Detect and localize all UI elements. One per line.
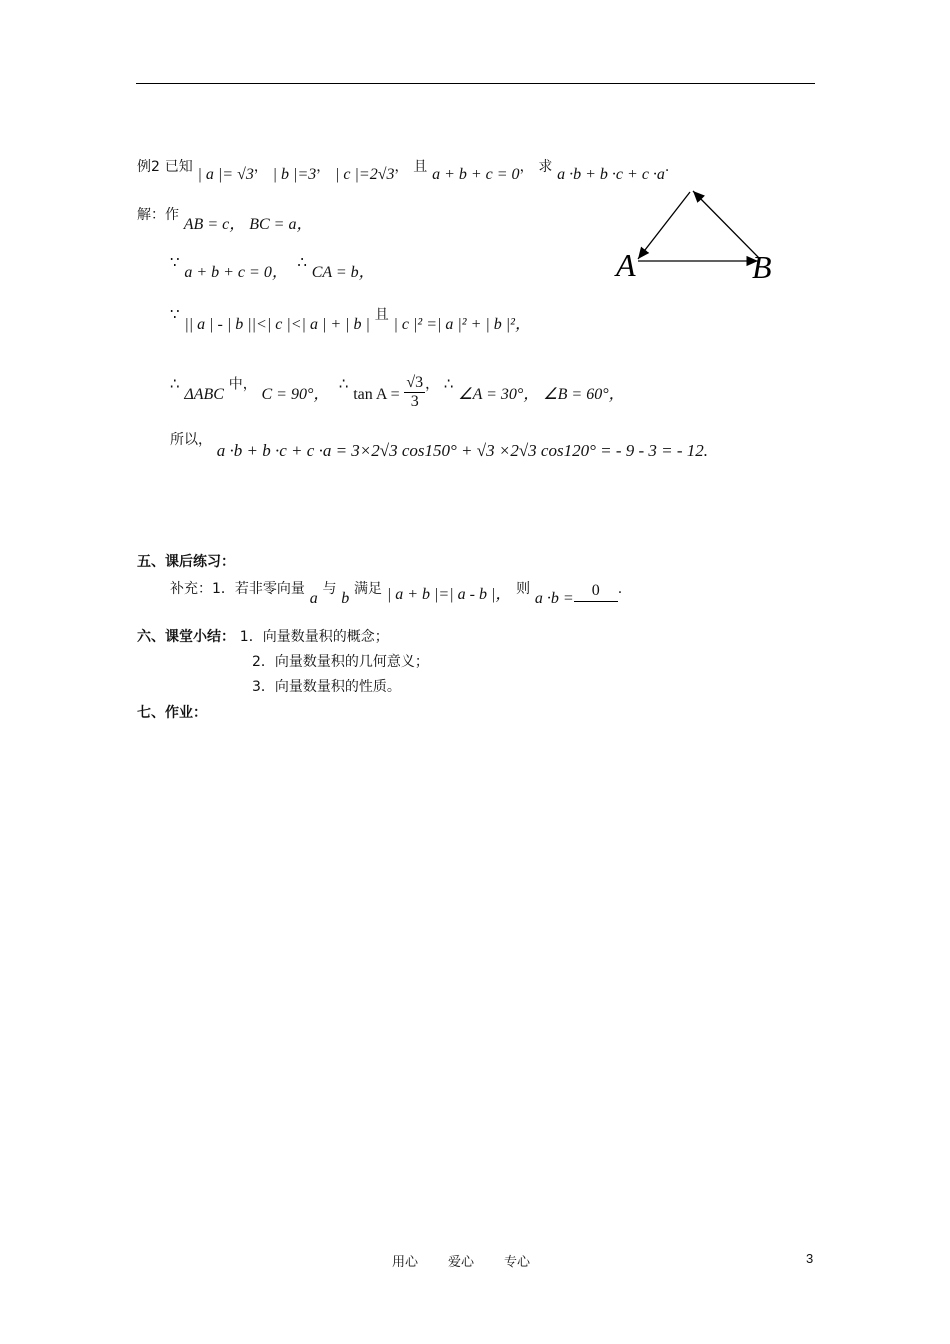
- c-abs-expr: | c |=2√3: [335, 166, 395, 183]
- norm-equality-expr: | a + b |=| a - b |，: [386, 586, 512, 603]
- solution-label: 解：作: [137, 207, 179, 223]
- summary-item-3: 3．向量数量积的性质。: [252, 679, 401, 695]
- header-rule: [136, 83, 815, 84]
- since-symbol-2: ∵: [170, 305, 180, 323]
- example-label: 例2: [137, 159, 160, 175]
- given-label: 已知: [164, 159, 193, 175]
- solution-line-4: ∴ ΔABC 中， C = 90°， ∴ tan A = $\frac{√3}{3}$ ， ∴ ∠A = 30°， ∠B = 60°，: [170, 374, 625, 410]
- construct-expr: AB = c， BC = a，: [183, 216, 313, 233]
- footer-word-3: 专心: [504, 1255, 531, 1270]
- in-label: 中，: [228, 376, 257, 393]
- result-expr: a ·b + b ·c + c ·a = 3×2√3 cos150° + √3 ×2√3 cos120° = - 9 - 3 = - 12.: [216, 441, 709, 460]
- exercise-line: 补充：1．若非零向量 a 与 b 满足 | a + b |=| a - b |， 则 a ·b = 0 .: [170, 581, 623, 607]
- section-7-title: [137, 702, 207, 723]
- footer-word-1: 用心: [392, 1255, 419, 1270]
- footer-word-2: 爱心: [448, 1255, 475, 1270]
- section-7-heading: 七、作业：: [137, 705, 207, 721]
- summary-item-1: 1．向量数量积的概念；: [239, 629, 389, 645]
- with-label: 与: [322, 581, 337, 597]
- a-abs-expr: | a |= √3: [197, 166, 254, 183]
- frac-denominator: 3: [410, 393, 419, 410]
- sqrt3-over-3: [404, 374, 425, 411]
- and-label: 且: [413, 159, 428, 175]
- frac-numerator: √3: [406, 374, 424, 391]
- section-5-heading: 五、课后练习：: [137, 554, 235, 570]
- answer-blank: 0: [574, 581, 618, 602]
- vector-ca-arrow: [638, 192, 690, 259]
- vertex-b-label: B: [752, 249, 772, 285]
- sum-zero-expr: a + b + c = 0，: [184, 264, 288, 281]
- triangle-figure: [600, 180, 800, 290]
- section-6-heading: 六、课堂小结：: [137, 629, 235, 645]
- vertex-a-label: A: [616, 247, 636, 283]
- satisfy-label: 满足: [354, 581, 383, 597]
- b-abs-expr: | b |=3: [272, 166, 317, 183]
- then-label: 则: [516, 581, 531, 597]
- triangle-inequality-expr: || a | - | b ||<| c |<| a | + | b |: [184, 316, 370, 333]
- tan-expr: tan A =: [353, 385, 400, 403]
- angles-expr: ∠A = 30°， ∠B = 60°，: [458, 385, 625, 403]
- solution-line-1: [137, 204, 313, 233]
- ca-expr: CA = b，: [311, 264, 375, 281]
- solution-line-2: [170, 252, 375, 281]
- example-line: 例2 已知 | a |= √3， | b |=3， | c |=2√3， 且 a + b + c = 0， 求 a ·b + b ·c + c ·a.: [137, 159, 670, 183]
- therefore-symbol: ∴: [297, 253, 307, 271]
- therefore-symbol-2: ∴: [170, 374, 180, 393]
- so-label: 所以，: [170, 432, 212, 448]
- section-6-line-1: [137, 626, 389, 647]
- summary-item-2: 2．向量数量积的几何意义；: [252, 654, 429, 670]
- right-angle-expr: C = 90°，: [261, 385, 330, 403]
- vector-b: b: [341, 590, 350, 607]
- vector-bc-arrow: [693, 191, 760, 259]
- section-6-line-2: [252, 651, 429, 672]
- and-label-2: 且: [374, 307, 389, 323]
- dot-expr: a ·b =: [534, 590, 574, 607]
- target-expr: a ·b + b ·c + c ·a: [557, 166, 665, 183]
- vector-a: a: [309, 590, 318, 607]
- section-6-line-3: [252, 676, 401, 697]
- condition-expr: a + b + c = 0: [432, 166, 520, 183]
- triangle-expr: ΔABC: [184, 385, 224, 403]
- solution-line-5: [170, 429, 709, 460]
- supplement-label: 补充：1．若非零向量: [170, 581, 305, 597]
- section-5-title: [137, 551, 235, 572]
- solution-line-3: [170, 304, 531, 333]
- find-label: 求: [538, 159, 553, 175]
- page-number: 3: [806, 1251, 814, 1266]
- pythagoras-expr: | c |² =| a |² + | b |²，: [393, 316, 531, 333]
- since-symbol: ∵: [170, 253, 180, 271]
